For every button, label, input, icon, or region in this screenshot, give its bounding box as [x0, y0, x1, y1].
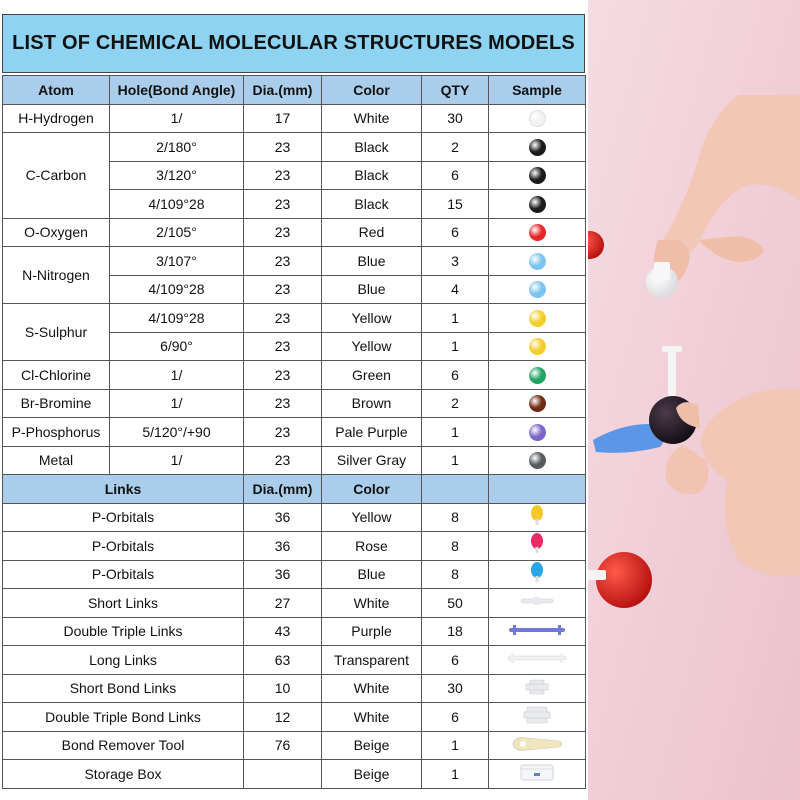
links-header-cell [422, 475, 489, 504]
atom-dia: 23 [244, 133, 322, 162]
links-header-row [3, 475, 586, 504]
sample-ball-icon [529, 224, 546, 241]
atom-row [3, 446, 586, 475]
atom-row [3, 247, 586, 276]
link-sample [489, 617, 586, 646]
link-color: Purple [322, 617, 422, 646]
atoms-header-cell: Color [322, 76, 422, 105]
link-name: Long Links [3, 646, 244, 675]
double-triple-link-icon [507, 619, 567, 644]
atom-hole: 6/90° [110, 332, 244, 361]
sample-ball-icon [529, 196, 546, 213]
atom-qty: 6 [422, 361, 489, 390]
double-triple-bond-link-icon [507, 704, 567, 729]
sample-ball-icon [529, 367, 546, 384]
atom-sample [489, 104, 586, 133]
atom-color: Blue [322, 247, 422, 276]
bond-remover-tool-icon [507, 733, 567, 758]
link-dia: 27 [244, 589, 322, 618]
atom-sample [489, 389, 586, 418]
link-dia: 10 [244, 674, 322, 703]
link-color: Beige [322, 760, 422, 789]
atom-name: O-Oxygen [3, 218, 110, 247]
link-sample [489, 532, 586, 561]
atom-qty: 1 [422, 418, 489, 447]
atom-hole: 5/120°/+90 [110, 418, 244, 447]
atom-name: Cl-Chlorine [3, 361, 110, 390]
atom-qty: 2 [422, 133, 489, 162]
atom-color: White [322, 104, 422, 133]
link-row [3, 560, 586, 589]
link-qty: 18 [422, 617, 489, 646]
sample-ball-icon [529, 139, 546, 156]
link-name: P-Orbitals [3, 532, 244, 561]
atom-color: Blue [322, 275, 422, 304]
link-row [3, 617, 586, 646]
atom-dia: 23 [244, 446, 322, 475]
sample-ball-icon [529, 310, 546, 327]
atom-dia: 23 [244, 247, 322, 276]
link-color: White [322, 589, 422, 618]
atom-row [3, 361, 586, 390]
link-sample [489, 646, 586, 675]
atom-dia: 23 [244, 275, 322, 304]
atom-row [3, 418, 586, 447]
atom-sample [489, 332, 586, 361]
link-qty: 1 [422, 731, 489, 760]
atom-qty: 2 [422, 389, 489, 418]
link-color: White [322, 703, 422, 732]
atoms-header-cell: Hole(Bond Angle) [110, 76, 244, 105]
atom-dia: 23 [244, 304, 322, 333]
atom-row [3, 304, 586, 333]
links-header-cell: Color [322, 475, 422, 504]
link-qty: 50 [422, 589, 489, 618]
link-qty: 6 [422, 646, 489, 675]
atom-qty: 3 [422, 247, 489, 276]
atom-dia: 23 [244, 361, 322, 390]
atoms-header-cell: Sample [489, 76, 586, 105]
atom-hole: 1/ [110, 361, 244, 390]
link-dia: 76 [244, 731, 322, 760]
sample-ball-icon [529, 338, 546, 355]
atom-hole: 2/180° [110, 133, 244, 162]
link-qty: 8 [422, 503, 489, 532]
hands-holding-model-photo [588, 0, 800, 800]
atom-sample [489, 161, 586, 190]
atom-name: Metal [3, 446, 110, 475]
atom-name: H-Hydrogen [3, 104, 110, 133]
link-sample [489, 589, 586, 618]
link-name: P-Orbitals [3, 503, 244, 532]
atom-row [3, 133, 586, 162]
sample-ball-icon [529, 110, 546, 127]
atom-name: N-Nitrogen [3, 247, 110, 304]
atom-hole: 3/107° [110, 247, 244, 276]
link-sample [489, 560, 586, 589]
atom-hole: 4/109°28 [110, 304, 244, 333]
link-name: Short Links [3, 589, 244, 618]
atom-qty: 1 [422, 332, 489, 361]
link-sample [489, 503, 586, 532]
atom-color: Brown [322, 389, 422, 418]
atom-dia: 23 [244, 418, 322, 447]
atoms-header-row [3, 76, 586, 105]
atom-sample [489, 218, 586, 247]
atom-name: S-Sulphur [3, 304, 110, 361]
short-bond-link-icon [507, 676, 567, 701]
atom-sample [489, 133, 586, 162]
link-dia: 12 [244, 703, 322, 732]
atom-color: Silver Gray [322, 446, 422, 475]
atom-sample [489, 361, 586, 390]
atom-name: C-Carbon [3, 133, 110, 219]
link-color: Blue [322, 560, 422, 589]
link-color: Transparent [322, 646, 422, 675]
atoms-header-cell: Dia.(mm) [244, 76, 322, 105]
sample-ball-icon [529, 167, 546, 184]
link-row [3, 760, 586, 789]
link-qty: 8 [422, 532, 489, 561]
orbital-blue-icon [507, 562, 567, 587]
atom-dia: 23 [244, 332, 322, 361]
atom-dia: 23 [244, 389, 322, 418]
link-dia: 36 [244, 503, 322, 532]
atom-row [3, 389, 586, 418]
atom-qty: 1 [422, 446, 489, 475]
orbital-yellow-icon [507, 505, 567, 530]
atom-hole: 4/109°28 [110, 190, 244, 219]
link-dia: 36 [244, 560, 322, 589]
link-qty: 30 [422, 674, 489, 703]
link-color: Yellow [322, 503, 422, 532]
atom-sample [489, 446, 586, 475]
link-dia [244, 760, 322, 789]
atom-qty: 30 [422, 104, 489, 133]
link-dia: 43 [244, 617, 322, 646]
storage-box-icon [507, 761, 567, 786]
atom-row [3, 104, 586, 133]
atom-dia: 23 [244, 161, 322, 190]
atom-dia: 17 [244, 104, 322, 133]
atom-color: Black [322, 190, 422, 219]
atom-qty: 4 [422, 275, 489, 304]
atom-name: P-Phosphorus [3, 418, 110, 447]
sample-ball-icon [529, 395, 546, 412]
atom-hole: 1/ [110, 389, 244, 418]
link-row [3, 731, 586, 760]
link-sample [489, 674, 586, 703]
atom-color: Pale Purple [322, 418, 422, 447]
atom-sample [489, 247, 586, 276]
atom-hole: 4/109°28 [110, 275, 244, 304]
link-dia: 63 [244, 646, 322, 675]
atom-color: Yellow [322, 304, 422, 333]
link-color: Rose [322, 532, 422, 561]
link-color: Beige [322, 731, 422, 760]
link-row [3, 589, 586, 618]
link-name: P-Orbitals [3, 560, 244, 589]
atom-color: Yellow [322, 332, 422, 361]
atom-hole: 1/ [110, 446, 244, 475]
atom-qty: 6 [422, 161, 489, 190]
atom-hole: 3/120° [110, 161, 244, 190]
product-photo [588, 0, 800, 800]
atom-qty: 15 [422, 190, 489, 219]
link-row [3, 503, 586, 532]
atom-hole: 1/ [110, 104, 244, 133]
links-header-cell: Dia.(mm) [244, 475, 322, 504]
sample-ball-icon [529, 253, 546, 270]
atom-sample [489, 190, 586, 219]
link-qty: 6 [422, 703, 489, 732]
title-banner [2, 14, 585, 73]
atom-dia: 23 [244, 218, 322, 247]
link-name: Bond Remover Tool [3, 731, 244, 760]
atom-hole: 2/105° [110, 218, 244, 247]
link-name: Double Triple Bond Links [3, 703, 244, 732]
link-row [3, 532, 586, 561]
atom-sample [489, 418, 586, 447]
short-link-icon [507, 590, 567, 615]
atom-color: Green [322, 361, 422, 390]
links-header-cell [489, 475, 586, 504]
atom-color: Red [322, 218, 422, 247]
long-link-icon [507, 647, 567, 672]
link-name: Double Triple Links [3, 617, 244, 646]
atom-qty: 6 [422, 218, 489, 247]
link-sample [489, 703, 586, 732]
sample-ball-icon [529, 424, 546, 441]
page-title: LIST OF CHEMICAL MOLECULAR STRUCTURES MODELS [12, 32, 575, 54]
link-row [3, 674, 586, 703]
atom-sample [489, 304, 586, 333]
link-sample [489, 760, 586, 789]
link-color: White [322, 674, 422, 703]
link-name: Short Bond Links [3, 674, 244, 703]
link-dia: 36 [244, 532, 322, 561]
link-row [3, 703, 586, 732]
link-qty: 1 [422, 760, 489, 789]
atom-row [3, 218, 586, 247]
atom-sample [489, 275, 586, 304]
models-table [2, 75, 586, 789]
atom-name: Br-Bromine [3, 389, 110, 418]
sample-ball-icon [529, 452, 546, 469]
atom-color: Black [322, 133, 422, 162]
sample-ball-icon [529, 281, 546, 298]
atoms-header-cell: QTY [422, 76, 489, 105]
link-sample [489, 731, 586, 760]
orbital-rose-icon [507, 533, 567, 558]
link-row [3, 646, 586, 675]
links-header-cell: Links [3, 475, 244, 504]
link-qty: 8 [422, 560, 489, 589]
atom-color: Black [322, 161, 422, 190]
atom-dia: 23 [244, 190, 322, 219]
link-name: Storage Box [3, 760, 244, 789]
atoms-header-cell: Atom [3, 76, 110, 105]
atom-qty: 1 [422, 304, 489, 333]
